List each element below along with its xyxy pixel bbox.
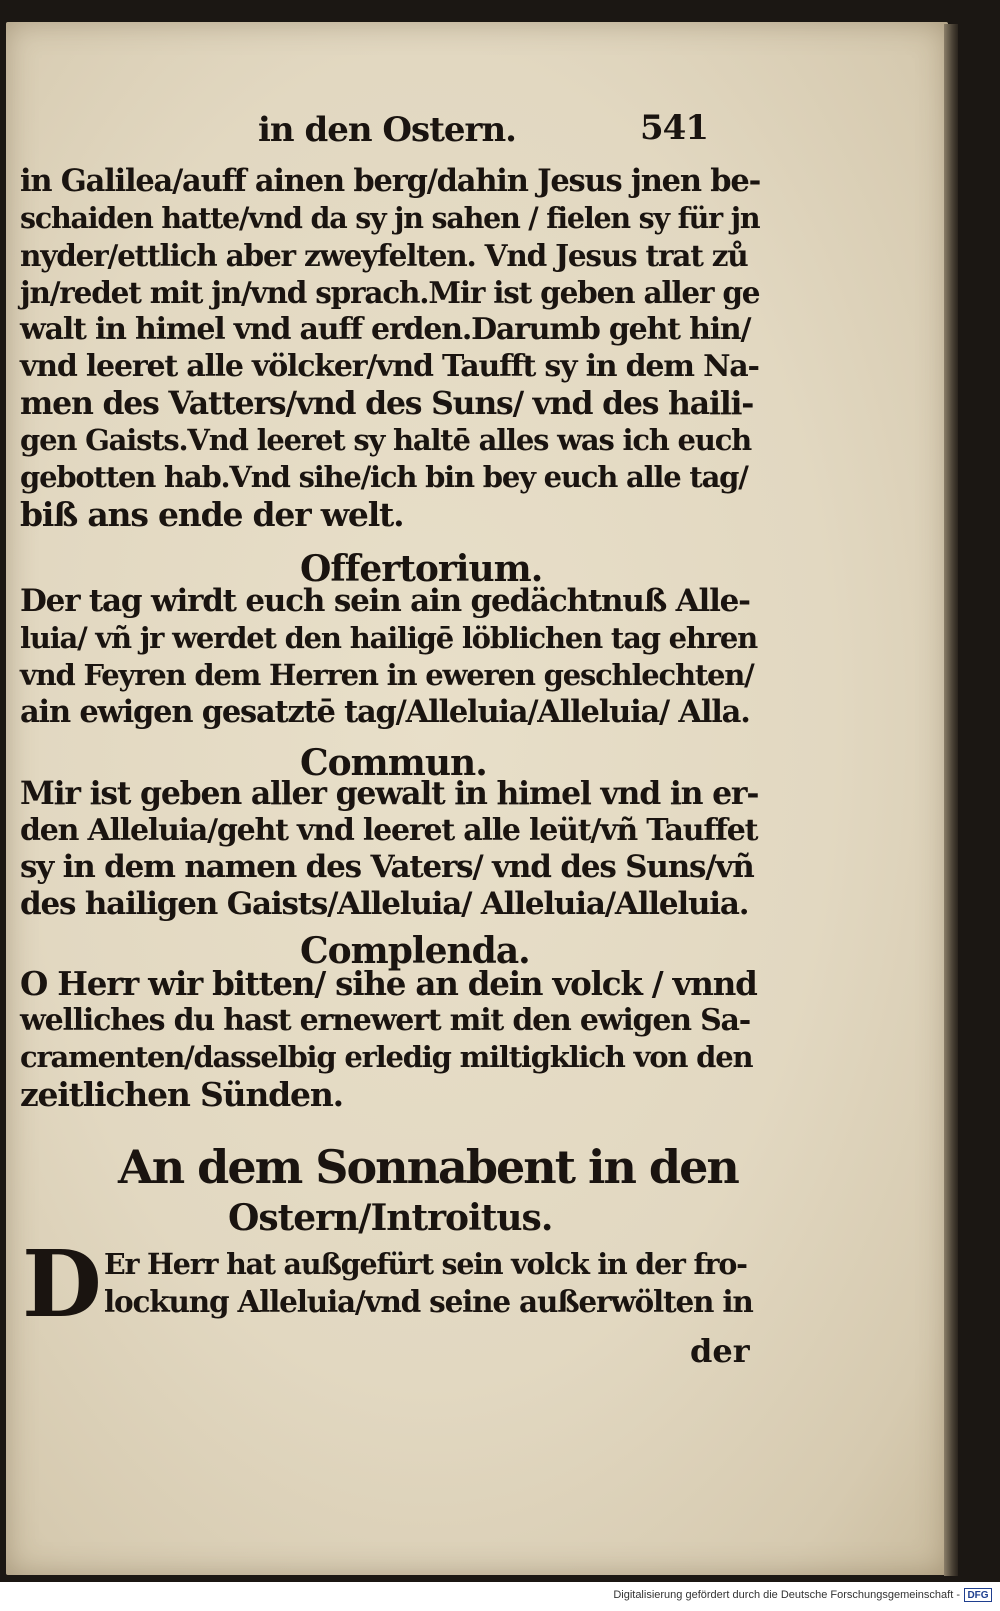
section-heading-commun: Commun. [300,742,487,784]
text-line: nyder/ettlich aber zweyfelten. Vnd Jesus trat zů [20,238,748,273]
catchword: der [690,1332,750,1370]
text-line: gebotten hab.Vnd sihe/ich bin bey euch alle tag/ [20,460,748,494]
text-line: cramenten/dasselbig erledig miltigklich von den [20,1040,753,1074]
text-line: lockung Alleluia/vnd seine außerwölten in [104,1284,753,1319]
text-line: walt in himel vnd auff erden.Darumb geht hin/ [20,312,751,347]
text-line: vnd Feyren dem Herren in eweren geschlechten/ [20,658,754,692]
text-line: welliches du hast ernewert mit den ewigen Sa- [20,1003,751,1038]
text-line: men des Vatters/vnd des Suns/ vnd des haili- [20,385,754,422]
text-line: O Herr wir bitten/ sihe an dein volck / vnnd [20,964,757,1003]
text-line: ain ewigen gesatztē tag/Alleluia/Alleluia/ Alla. [20,694,750,730]
text-line: des hailigen Gaists/Alleluia/ Alleluia/Alleluia. [20,886,749,922]
text-line: den Alleluia/geht vnd leeret alle leüt/vñ Tauffet [20,813,758,848]
text-line: jn/redet mit jn/vnd sprach.Mir ist geben aller ge [20,275,760,310]
text-line: gen Gaists.Vnd leeret sy haltē alles was ich euch [20,423,752,457]
text-line: vnd leeret alle völcker/vnd Taufft sy in dem Na- [20,349,759,384]
section-heading-offertorium: Offertorium. [300,548,543,590]
page-edge-shadow [944,24,958,1576]
dfg-logo-icon: DFG [964,1588,992,1602]
drop-cap: D [22,1230,102,1338]
page-number: 541 [640,108,708,148]
text-line: Mir ist geben aller gewalt in himel vnd in er- [20,775,759,812]
text-line: sy in dem namen des Vaters/ vnd des Suns/vñ [20,849,754,885]
text-line: Der tag wirdt euch sein ain gedächtnuß Alle- [20,583,750,619]
text-line: zeitlichen Sünden. [20,1075,343,1114]
text-line: biß ans ende der welt. [20,495,404,534]
text-line: in Galilea/auff ainen berg/dahin Jesus jnen be- [20,163,761,199]
section-heading-introitus: Ostern/Introitus. [228,1197,553,1239]
text-line: luia/ vñ jr werdet den hailigē löblichen tag ehren [20,621,758,655]
section-heading-complenda: Complenda. [300,930,530,972]
running-head: in den Ostern. [258,110,516,150]
text-line: schaiden hatte/vnd da sy jn sahen / fielen sy für jn [20,201,760,235]
text-line: Er Herr hat außgefürt sein volck in der fro- [104,1247,747,1281]
section-heading-sonnabent: An dem Sonnabent in den [118,1140,738,1194]
funding-credit: Digitalisierung gefördert durch die Deutsche Forschungsgemeinschaft - [613,1589,960,1601]
